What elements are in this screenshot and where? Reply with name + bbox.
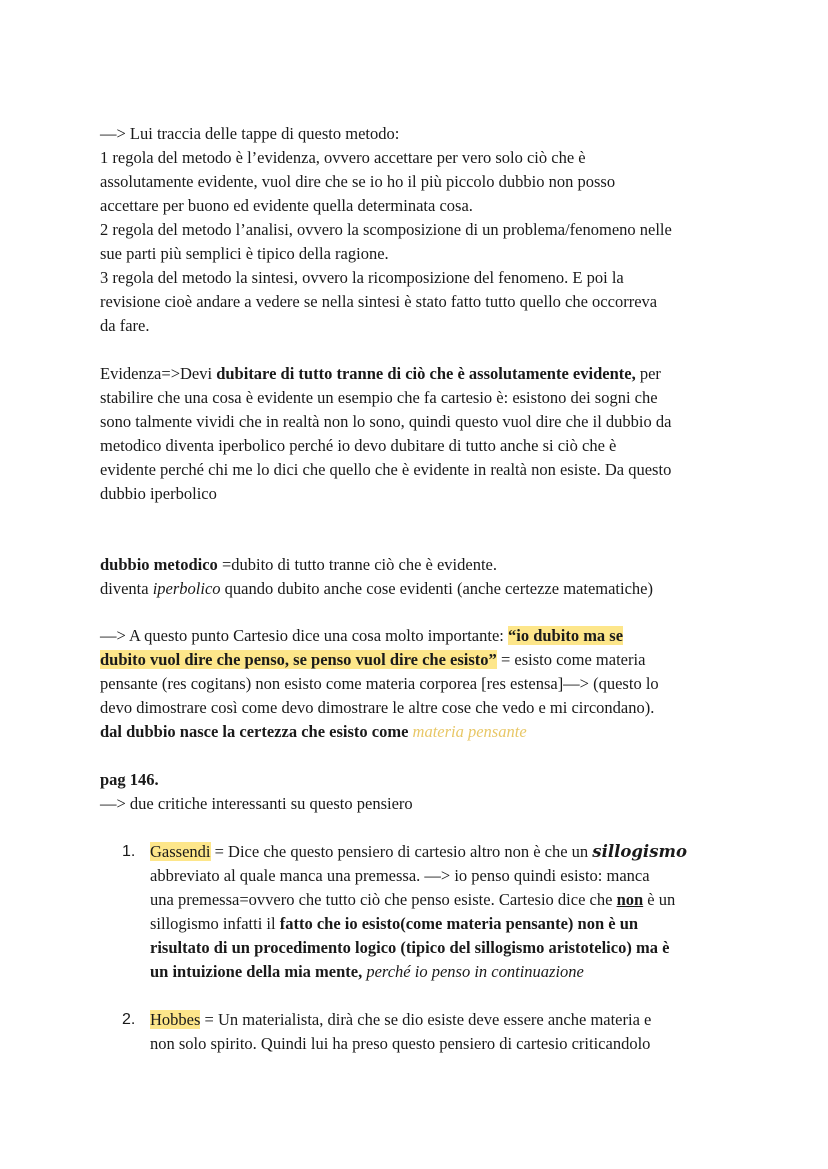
text-span: —> A questo punto Cartesio dice una cosa molto importante: — [100, 626, 508, 645]
text-span: Evidenza=>Devi — [100, 364, 217, 383]
text-line — [100, 624, 740, 648]
text-span: quando dubito anche cose evidenti (anche certezze matematiche) — [220, 579, 653, 598]
text-line: assolutamente evidente, vuol dire che se io ho il più piccolo dubbio non posso — [100, 172, 616, 191]
text-line — [150, 960, 740, 984]
bold-text: dal dubbio nasce la certezza che esisto come — [100, 722, 413, 741]
method-steps-paragraph — [100, 122, 740, 338]
highlighted-name: Hobbes — [150, 1010, 201, 1029]
text-line — [150, 840, 740, 864]
text-line: non solo spirito. Quindi lui ha preso questo pensiero di cartesio criticandolo — [150, 1034, 651, 1053]
text-line — [100, 648, 740, 672]
text-line: accettare per buono ed evidente quella determinata cosa. — [100, 196, 473, 215]
bold-text: risultato di un procedimento logico (tipico del sillogismo aristotelico) ma è — [150, 938, 670, 957]
list-item — [100, 1008, 740, 1056]
text-line: 2 regola del metodo l’analisi, ovvero la scomposizione di un problema/fenomeno nelle — [100, 220, 672, 239]
text-line: evidente perché chi me lo dici che quello che è evidente in realtà non esiste. Da questo — [100, 460, 672, 479]
text-line: dubbio iperbolico — [100, 484, 217, 503]
text-line: 1 regola del metodo è l’evidenza, ovvero accettare per vero solo ciò che è — [100, 148, 586, 167]
doubt-definition-paragraph — [100, 553, 740, 601]
text-span: = Dice che questo pensiero di cartesio altro non è che un — [210, 842, 593, 861]
text-span: una premessa=ovvero che tutto ciò che penso esiste. Cartesio dice che — [150, 890, 617, 909]
text-line: pensante (res cogitans) non esisto come materia corporea [res estensa]—> (questo lo — [100, 674, 659, 693]
text-line: da fare. — [100, 316, 150, 335]
list-number: 2. — [122, 1011, 136, 1028]
cursive-text: sillogismo — [592, 842, 687, 861]
text-line — [100, 362, 740, 386]
text-line: revisione cioè andare a vedere se nella sintesi è stato fatto tutto quello che occorreva — [100, 292, 658, 311]
text-line: sono talmente vividi che in realtà non lo sono, quindi questo vuol dire che il dubbio da — [100, 412, 672, 431]
cogito-paragraph — [100, 624, 740, 744]
text-span: sillogismo infatti il — [150, 914, 280, 933]
text-line — [100, 577, 740, 601]
text-line — [150, 936, 740, 960]
page-reference-paragraph — [100, 768, 740, 816]
text-line: stabilire che una cosa è evidente un esempio che fa cartesio è: esistono dei sogni che — [100, 388, 658, 407]
list-item — [100, 840, 740, 984]
text-line: —> Lui traccia delle tappe di questo metodo: — [100, 124, 400, 143]
text-span: per — [635, 364, 661, 383]
text-span: =dubito di tutto tranne ciò che è evidente. — [221, 555, 497, 574]
text-line: —> due critiche interessanti su questo pensiero — [100, 794, 413, 813]
bold-text: fatto che io esisto(come materia pensante) non è un — [279, 914, 639, 933]
page-reference-heading: pag 146. — [100, 770, 159, 789]
text-span: è un — [643, 890, 676, 909]
italic-text: iperbolico — [152, 579, 221, 598]
bold-text: un intuizione della mia mente, — [150, 962, 363, 981]
text-span: diventa — [100, 579, 153, 598]
faint-text: materia pensante — [412, 722, 527, 741]
text-line: devo dimostrare così come devo dimostrare le altre cose che vedo e mi circondano). — [100, 698, 655, 717]
text-line — [150, 888, 740, 912]
text-line: 3 regola del metodo la sintesi, ovvero la ricomposizione del fenomeno. E poi la — [100, 268, 624, 287]
text-line — [150, 912, 740, 936]
list-number: 1. — [122, 843, 136, 860]
underlined-text: non — [616, 890, 644, 909]
text-line — [100, 720, 740, 744]
text-span: = esisto come materia — [496, 650, 646, 669]
text-line: metodico diventa iperbolico perché io devo dubitare di tutto anche si ciò che è — [100, 436, 617, 455]
highlighted-name: Gassendi — [150, 842, 211, 861]
text-line: abbreviato al quale manca una premessa. —> io penso quindi esisto: manca — [150, 866, 650, 885]
highlighted-quote: dubito vuol dire che penso, se penso vuol dire che esisto” — [100, 650, 497, 669]
text-line: sue parti più semplici è tipico della ragione. — [100, 244, 389, 263]
italic-text: perché io penso in continuazione — [362, 962, 584, 981]
critiques-list — [100, 840, 740, 1056]
text-line — [100, 553, 740, 577]
evidence-paragraph — [100, 362, 740, 506]
bold-text: dubbio metodico — [100, 555, 222, 574]
text-span: = Un materialista, dirà che se dio esiste deve essere anche materia e — [200, 1010, 652, 1029]
text-line — [150, 1008, 740, 1032]
bold-text: dubitare di tutto tranne di ciò che è assolutamente evidente, — [216, 364, 636, 383]
highlighted-quote: “io dubito ma se — [508, 626, 624, 645]
